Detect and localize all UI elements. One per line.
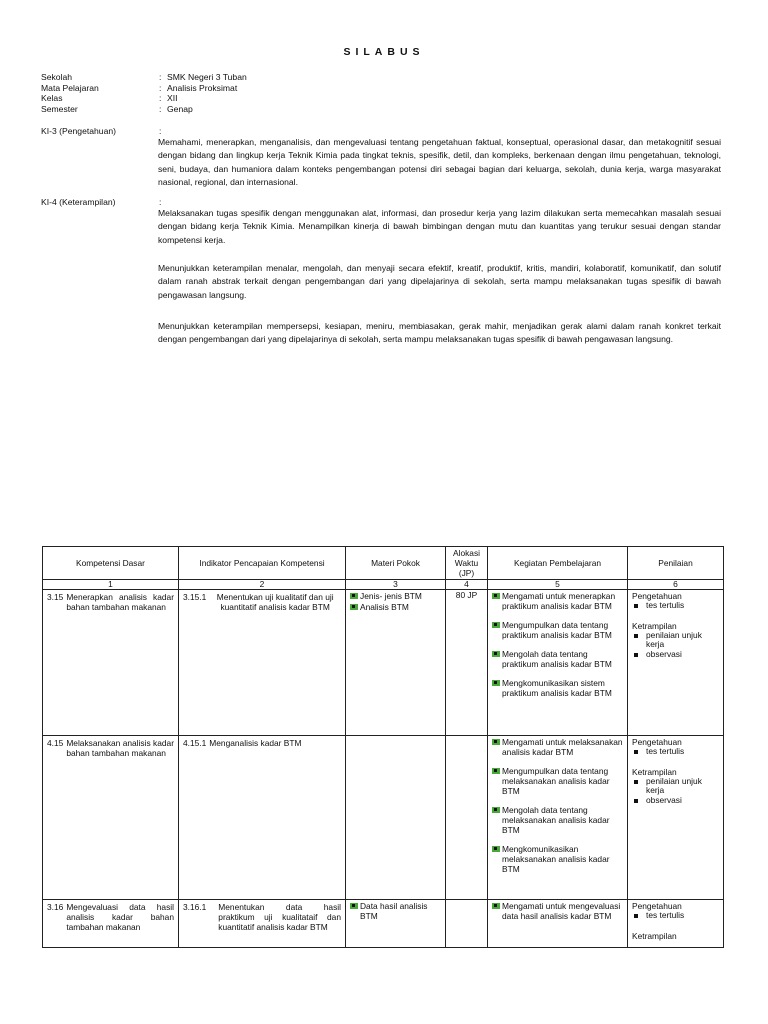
materi-cell xyxy=(346,736,446,900)
bullet-icon xyxy=(350,593,358,599)
info-row xyxy=(41,104,247,115)
info-value: SMK Negeri 3 Tuban xyxy=(167,72,247,82)
penilaian-item: tes tertulis xyxy=(642,601,719,611)
kegiatan-text: Mengolah data tentang praktikum analisis kadar BTM xyxy=(502,649,612,669)
list-item xyxy=(492,901,623,921)
column-header: Alokasi Waktu (JP) xyxy=(446,547,488,580)
identity-block xyxy=(41,72,247,114)
column-number: 6 xyxy=(628,580,724,590)
column-number: 1 xyxy=(43,580,179,590)
ki4-paragraph: Menunjukkan keterampilan menalar, mengolah, dan menyaji secara efektif, kreatif, produktif, kritis, mandiri, kolaboratif, komunikatif, dan solutif dalam ranah abstrak terkait dengan pengembangan dari yang dipelajarinya di sekolah, serta mampu melaksanakan tugas spesifik di bawah pengawasan langsung. xyxy=(158,263,721,300)
kd-number: 3.15 xyxy=(47,592,64,602)
indikator-cell xyxy=(179,736,346,900)
colon: : xyxy=(159,126,162,136)
colon: : xyxy=(159,72,162,82)
kegiatan-text: Mengkomunikasikan sistem praktikum analisis kadar BTM xyxy=(502,678,612,698)
penilaian-item: tes tertulis xyxy=(642,911,719,921)
list-item xyxy=(492,844,623,874)
column-number: 5 xyxy=(488,580,628,590)
info-row xyxy=(41,72,247,83)
page-title: SILABUS xyxy=(343,46,425,58)
list-item xyxy=(492,620,623,640)
kegiatan-text: Mengamati untuk melaksanakan analisis kadar BTM xyxy=(502,737,623,757)
list-item xyxy=(492,805,623,835)
column-header: Kompetensi Dasar xyxy=(43,547,179,580)
penilaian-list xyxy=(632,911,719,921)
bullet-icon xyxy=(492,768,500,774)
bullet-icon xyxy=(492,651,500,657)
list-item xyxy=(492,649,623,669)
column-number: 2 xyxy=(179,580,346,590)
penilaian-list xyxy=(632,777,719,806)
penilaian-heading: Ketrampilan xyxy=(632,766,677,777)
info-value: Genap xyxy=(167,103,193,114)
column-header: Kegiatan Pembelajaran xyxy=(488,547,628,580)
indikator-text: Menentukan uji kualitatif dan uji kuantitatif analisis kadar BTM xyxy=(216,592,334,612)
list-item xyxy=(492,678,623,698)
column-header: Indikator Pencapaian Kompetensi xyxy=(179,547,346,580)
kd-cell xyxy=(43,590,179,736)
indikator-number: 4.15.1 xyxy=(183,738,207,748)
penilaian-cell xyxy=(628,900,724,948)
kegiatan-text: Mengamati untuk menerapkan praktikum analisis kadar BTM xyxy=(502,591,616,611)
table-row xyxy=(43,736,724,900)
ki4-paragraph: Melaksanakan tugas spesifik dengan menggunakan alat, informasi, dan prosedur kerja yang lazim dilakukan serta memecahkan masalah sesuai dengan bidang kerja Teknik Kimia. Menampilkan kinerja di bawah bimbingan dengan mutu dan kuantitas yang terukur sesuai dengan standar kompetensi kerja. xyxy=(158,208,721,245)
info-label: Kelas xyxy=(41,93,63,103)
kd-text: Melaksanakan analisis kadar bahan tambahan makanan xyxy=(66,738,174,758)
indikator-number: 3.16.1 xyxy=(183,902,207,912)
materi-cell xyxy=(346,900,446,948)
column-number-row xyxy=(43,580,724,590)
kd-cell xyxy=(43,900,179,948)
kd-text: Menerapkan analisis kadar bahan tambahan makanan xyxy=(66,592,174,612)
list-item xyxy=(492,737,623,757)
info-label: Mata Pelajaran xyxy=(41,82,99,93)
column-header: Materi Pokok xyxy=(346,547,446,580)
penilaian-item: penilaian unjuk kerja xyxy=(642,631,719,650)
penilaian-cell xyxy=(628,590,724,736)
colon: : xyxy=(159,197,162,207)
ki3-text: Memahami, menerapkan, menganalisis, dan mengevaluasi tentang pengetahuan faktual, konseptual, operasional dasar, dan metakognitif sesuai dengan bidang dan lingkup kerja Teknik Kimia pada tingkat teknis, spesifik, detil, dan kompleks, berkenaan dengan ilmu pengetahuan, teknologi, seni, budaya, dan humaniora dalam konteks pengembangan potensi diri sebagai bagian dari keluarga, sekolah, dunia kerja, warga masyarakat nasional, regional, dan internasional. xyxy=(158,137,721,188)
indikator-number: 3.15.1 xyxy=(183,592,207,602)
colon: : xyxy=(159,93,162,103)
materi-text: Data hasil analisis BTM xyxy=(360,901,428,921)
waktu-cell xyxy=(446,590,488,736)
bullet-icon xyxy=(492,807,500,813)
kegiatan-cell xyxy=(488,900,628,948)
waktu-text: 80 JP xyxy=(455,590,478,600)
kd-number: 4.15 xyxy=(47,738,64,748)
kegiatan-text: Mengamati untuk mengevaluasi data hasil analisis kadar BTM xyxy=(502,901,621,921)
kegiatan-cell xyxy=(488,590,628,736)
list-item xyxy=(350,591,441,601)
list-item xyxy=(492,591,623,611)
kd-number: 3.16 xyxy=(47,902,64,912)
penilaian-heading: Pengetahuan xyxy=(632,591,682,601)
penilaian-cell xyxy=(628,736,724,900)
bullet-icon xyxy=(492,680,500,686)
ki4-paragraph: Menunjukkan keterampilan mempersepsi, kesiapan, meniru, membiasakan, gerak mahir, menjadikan gerak alami dalam ranah konkret terkait dengan pengembangan dari yang dipelajarinya di sekolah, serta mampu melaksanakan tugas spesifik di bawah pengawasan langsung. xyxy=(158,321,721,345)
materi-text: Analisis BTM xyxy=(360,602,409,612)
info-value: Analisis Proksimat xyxy=(167,82,238,93)
table-header-row xyxy=(43,547,724,580)
penilaian-item: tes tertulis xyxy=(642,747,719,757)
penilaian-list xyxy=(632,631,719,660)
materi-cell xyxy=(346,590,446,736)
info-label: Sekolah xyxy=(41,72,73,82)
list-item xyxy=(350,901,441,921)
indikator-text: Menganalisis kadar BTM xyxy=(209,738,302,748)
indikator-cell xyxy=(179,900,346,948)
column-number: 4 xyxy=(446,580,488,590)
table-row xyxy=(43,900,724,948)
indikator-cell xyxy=(179,590,346,736)
syllabus-table xyxy=(42,546,724,948)
list-item xyxy=(492,766,623,796)
ki4-label: KI-4 (Keterampilan) xyxy=(41,197,116,207)
bullet-icon xyxy=(492,622,500,628)
column-header: Penilaian xyxy=(628,547,724,580)
kegiatan-text: Mengumpulkan data tentang melaksanakan analisis kadar BTM xyxy=(502,766,610,796)
penilaian-item: penilaian unjuk kerja xyxy=(642,777,719,796)
penilaian-heading: Ketrampilan xyxy=(632,930,677,941)
penilaian-item: observasi xyxy=(642,796,719,806)
ki3-label: KI-3 (Pengetahuan) xyxy=(41,126,117,136)
kd-text: Mengevaluasi data hasil analisis kadar bahan tambahan makanan xyxy=(66,902,174,932)
bullet-icon xyxy=(350,903,358,909)
bullet-icon xyxy=(492,739,500,745)
penilaian-heading: Pengetahuan xyxy=(632,737,682,747)
penilaian-list xyxy=(632,601,719,611)
kegiatan-text: Mengkomunikasikan melaksanakan analisis kadar BTM xyxy=(502,844,610,874)
kegiatan-text: Mengumpulkan data tentang praktikum analisis kadar BTM xyxy=(502,620,612,640)
waktu-cell xyxy=(446,736,488,900)
bullet-icon xyxy=(350,604,358,610)
info-value: XII xyxy=(167,93,178,103)
info-row xyxy=(41,93,247,104)
list-item xyxy=(350,602,441,612)
penilaian-heading: Pengetahuan xyxy=(632,901,682,911)
table-row xyxy=(43,590,724,736)
penilaian-list xyxy=(632,747,719,757)
materi-text: Jenis- jenis BTM xyxy=(360,591,422,601)
waktu-cell xyxy=(446,900,488,948)
info-label: Semester xyxy=(41,103,78,114)
kegiatan-text: Mengolah data tentang melaksanakan analisis kadar BTM xyxy=(502,805,610,835)
kd-cell xyxy=(43,736,179,900)
column-number: 3 xyxy=(346,580,446,590)
bullet-icon xyxy=(492,593,500,599)
colon: : xyxy=(159,103,162,114)
kegiatan-cell xyxy=(488,736,628,900)
colon: : xyxy=(159,82,162,93)
bullet-icon xyxy=(492,846,500,852)
info-row xyxy=(41,83,247,94)
bullet-icon xyxy=(492,903,500,909)
penilaian-item: observasi xyxy=(642,650,719,660)
penilaian-heading: Ketrampilan xyxy=(632,620,677,631)
indikator-text: Menentukan data hasil praktikum uji kualitataif dan kuantitatif analisis kadar BTM xyxy=(218,902,341,932)
